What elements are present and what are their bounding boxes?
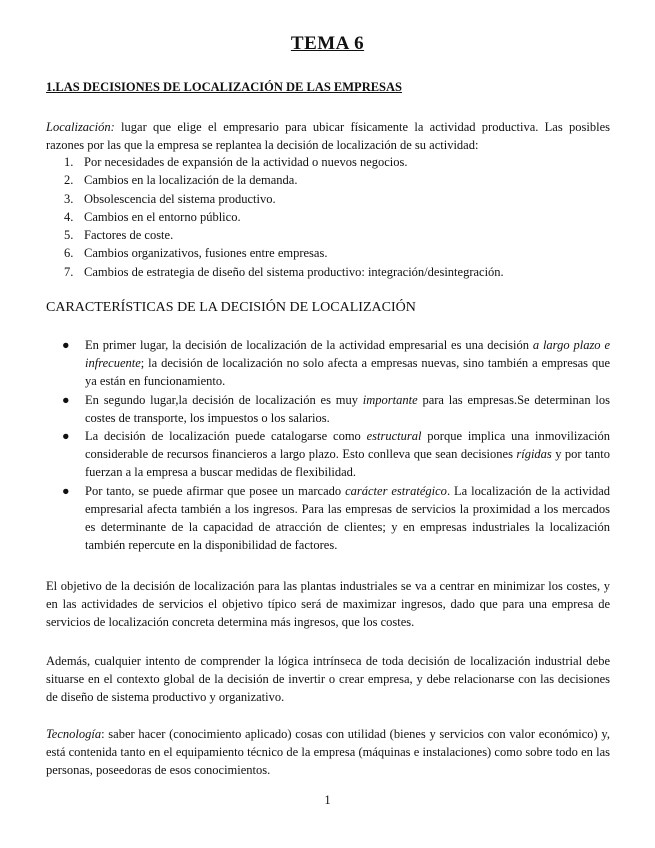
intro-paragraph <box>46 118 610 154</box>
bullet-icon: ● <box>62 338 70 352</box>
technology-paragraph <box>46 725 610 779</box>
list-item: 5. Factores de coste. <box>64 228 174 243</box>
list-item: ● En segundo lugar,la decisión de localización es muy importante para las empresas.Se determinan los costes de transporte, los impuestos o los salarios. <box>62 392 610 425</box>
bullet-icon: ● <box>62 483 70 498</box>
list-item: 2. Cambios en la localización de la demanda. <box>64 173 298 188</box>
list-item: 7. Cambios de estrategia de diseño del sistema productivo: integración/desintegración. <box>64 264 504 279</box>
context-paragraph: Además, cualquier intento de comprender la lógica intrínseca de toda decisión de localización industrial debe situarse en el contexto global de la decisión de invertir o crear empresa, y debe relacionarse con las decisiones de diseño de sistema productivo y organizativo. <box>46 654 610 704</box>
term-localizacion: Localización: <box>46 120 115 134</box>
list-item: ● En primer lugar, la decisión de localización de la actividad empresarial es una decisión a largo plazo e infrecuente; la decisión de localización no solo afecta a empresas nuevas, sino también a empresas que ya están en funcionamiento. <box>62 338 610 389</box>
page-number: 1 <box>324 793 331 807</box>
term-tecnologia: Tecnología <box>46 727 102 741</box>
intro-text: lugar que elige el empresario para ubicar físicamente la actividad productiva. Las posibles razones por las que la empresa se replantea la decisión de localización de su actividad: <box>46 120 610 152</box>
list-item: 6. Cambios organizativos, fusiones entre empresas. <box>64 246 328 261</box>
page-title: TEMA 6 <box>290 33 365 54</box>
list-item: 3. Obsolescencia del sistema productivo. <box>64 191 276 206</box>
section-heading-localizacion: 1.LAS DECISIONES DE LOCALIZACIÓN DE LAS EMPRESAS <box>46 80 402 94</box>
reasons-list <box>46 153 504 281</box>
technology-text: : saber hacer (conocimiento aplicado) cosas con utilidad (bienes y servicios con valor económico) y, está contenida tanto en el equipamiento técnico de la empresa (máquinas e instalaciones) como sobre todo en las personas, poseedoras de esos conocimientos. <box>46 727 610 777</box>
characteristics-list <box>60 336 610 554</box>
list-item: 1. Por necesidades de expansión de la actividad o nuevos negocios. <box>64 155 408 169</box>
list-item: ● Por tanto, se puede afirmar que posee un marcado carácter estratégico. La localización de la actividad empresarial afecta también a los ingresos. Para las empresas de servicios la proximidad a los mercados es determinante de la capacidad de atracción de clientes; y en empresas industriales la localización también repercute en la disponibilidad de factores. <box>62 483 610 553</box>
bullet-icon: ● <box>62 429 70 444</box>
objective-paragraph: El objetivo de la decisión de localización para las plantas industriales se va a centrar en minimizar los costes, y en las actividades de servicios el objetivo típico será de maximizar ingresos, dado que para una empresa de servicios de localización concreta determina más ingresos, que los costes. <box>46 579 610 629</box>
list-item: 4. Cambios en el entorno público. <box>64 209 241 224</box>
list-item: ● La decisión de localización puede catalogarse como estructural porque implica una inmovilización considerable de recursos financieros a largo plazo. Esto conlleva que sean decisiones rígidas y por tanto fuerzan a la empresa a buscar medidas de flexibilidad. <box>62 429 610 480</box>
section-heading-caracteristicas: CARACTERÍSTICAS DE LA DECISIÓN DE LOCALIZACIÓN <box>46 300 416 315</box>
bullet-icon: ● <box>62 392 70 407</box>
